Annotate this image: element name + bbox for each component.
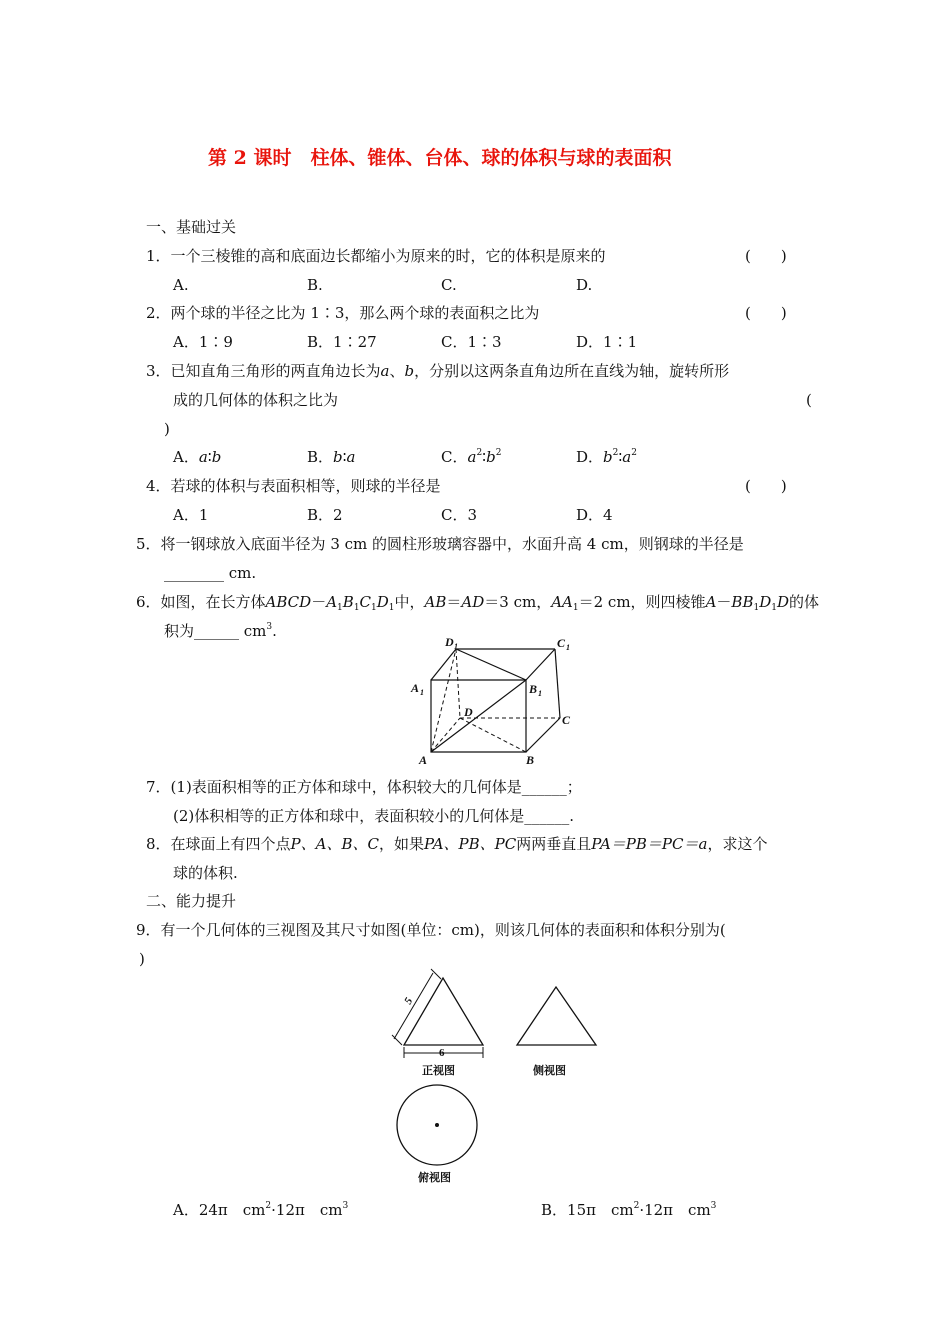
q3-option-c: C．$a^2∶b^2$: [441, 448, 502, 466]
question-6-line-1: 6．如图，在长方体$ABCD-A_1B_1C_1D_1$中，AB＝AD＝3 cm，$AA_1=2$ cm，则四棱锥$A-BB_1D_1D$的体: [136, 593, 820, 613]
question-3-line-1: 3．已知直角三角形的两直角边长为a、b，分别以这两条直角边所在直线为轴，旋转所形: [146, 362, 730, 380]
q1-option-a: A.: [173, 276, 189, 294]
cuboid-edge-bc: [526, 718, 560, 752]
label-a1: A: [411, 681, 420, 695]
three-view-figure: [380, 965, 610, 1190]
question-8-line-1: 8．在球面上有四个点P、A、B、C，如果PA、PB、PC两两垂直且PA＝PB＝PC＝a，求这个: [146, 835, 768, 853]
question-8-line-2: 球的体积.: [173, 864, 238, 882]
label-c: C: [562, 713, 571, 727]
label-d: D: [464, 705, 473, 719]
question-5-line-1: 5．将一钢球放入底面半径为 3 cm 的圆柱形玻璃容器中，水面升高 4 cm，则钢球的半径是: [136, 535, 744, 553]
side-view-caption: 侧视图: [533, 1065, 566, 1077]
question-3-line-2: 成的几何体的体积之比为: [173, 391, 339, 409]
q4-option-a: A．1: [173, 506, 209, 524]
label-c1-sub: 1: [566, 643, 570, 652]
dim-tick-5-a: [392, 1035, 402, 1045]
side-view-triangle: [517, 987, 596, 1045]
q1-option-b: B.: [307, 276, 323, 294]
question-2-answer-paren: ( ): [745, 304, 787, 322]
section-heading-advanced: 二、能力提升: [146, 892, 237, 910]
label-d1: D: [445, 635, 454, 649]
question-9-line-1: 9．有一个几何体的三视图及其尺寸如图(单位：cm)，则该几何体的表面积和体积分别为(: [136, 921, 726, 939]
question-1-answer-paren: ( ): [745, 247, 787, 265]
question-2-text: 2．两个球的半径之比为 1∶3，那么两个球的表面积之比为: [146, 304, 540, 322]
question-7-line-2: (2)体积相等的正方体和球中，表面积较小的几何体是______.: [173, 807, 575, 825]
q9-option-a: A．24π $cm^2\cdot 12\pi$ $cm^3$: [173, 1201, 349, 1219]
cuboid-figure: [405, 634, 580, 766]
top-view-center-dot: [435, 1123, 439, 1127]
question-1-text: 1．一个三棱锥的高和底面边长都缩小为原来的时，它的体积是原来的: [146, 247, 606, 265]
label-b1-sub: 1: [538, 689, 542, 698]
label-b1: B: [529, 682, 538, 696]
dim-label-6: 6: [439, 1047, 445, 1059]
q3-option-d: D．$b^2∶a^2$: [576, 448, 637, 466]
front-view-caption: 正视图: [422, 1065, 455, 1077]
question-3-paren-open: (: [806, 391, 812, 409]
question-3-paren-close: ): [164, 420, 170, 438]
q9-option-b: B．15π $cm^2\cdot 12\pi$ $cm^3$: [541, 1201, 717, 1219]
label-a1-sub: 1: [420, 688, 424, 697]
q3-option-b: B．b∶a: [307, 448, 356, 466]
cuboid-line-ab1: [431, 680, 526, 752]
q4-option-d: D．4: [576, 506, 613, 524]
q2-option-c: C．1∶3: [441, 333, 502, 351]
question-5-line-2: ________ cm.: [164, 564, 257, 582]
q3-option-a: A．a∶b: [173, 448, 222, 466]
label-b: B: [526, 753, 535, 766]
q1-option-c: C.: [441, 276, 457, 294]
q4-option-c: C．3: [441, 506, 478, 524]
q2-option-d: D．1∶1: [576, 333, 638, 351]
question-6-line-2: 积为______ $cm^3$.: [164, 622, 277, 640]
question-9-line-2: ): [139, 950, 145, 968]
q2-option-b: B．1∶27: [307, 333, 377, 351]
section-heading-basic: 一、基础过关: [146, 218, 237, 236]
cuboid-hidden-dd1: [456, 649, 460, 718]
question-4-answer-paren: ( ): [745, 477, 787, 495]
label-c1: C: [557, 636, 566, 650]
question-7-line-1: 7．(1)表面积相等的正方体和球中，体积较大的几何体是______；: [146, 778, 582, 796]
q4-option-b: B．2: [307, 506, 343, 524]
page-title: 第 2 课时 柱体、锥体、台体、球的体积与球的表面积: [208, 147, 672, 169]
dim-label-5: 5: [402, 995, 416, 1007]
cuboid-edge-a1d1: [431, 649, 456, 680]
label-a: A: [419, 753, 428, 766]
cuboid-edge-b1c1: [526, 649, 555, 680]
q1-option-d: D.: [576, 276, 593, 294]
cuboid-line-d1b1: [456, 649, 526, 680]
top-view-caption: 俯视图: [418, 1172, 451, 1184]
label-d1-sub: 1: [454, 642, 458, 651]
question-4-text: 4．若球的体积与表面积相等，则球的半径是: [146, 477, 441, 495]
front-view-triangle: [404, 978, 483, 1045]
q2-option-a: A．1∶9: [173, 333, 233, 351]
cuboid-edge-cc1: [555, 649, 560, 718]
